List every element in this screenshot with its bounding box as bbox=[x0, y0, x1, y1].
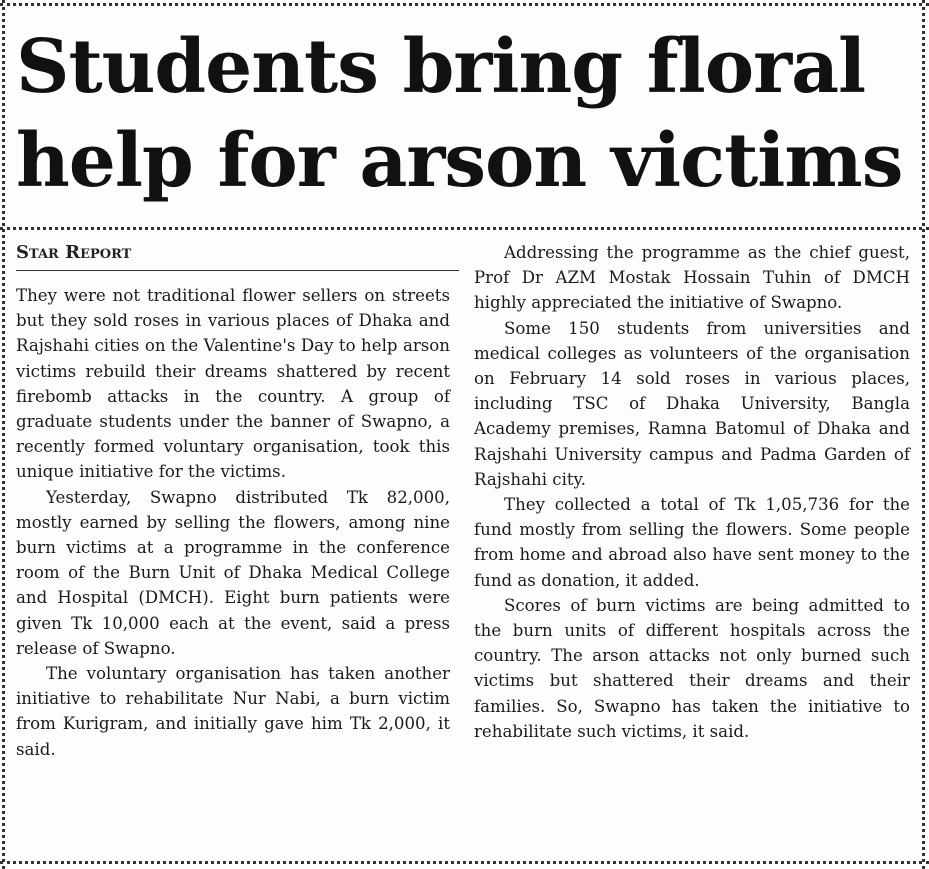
headline-line-1: Students bring floral bbox=[16, 24, 866, 110]
byline: Star Report bbox=[16, 242, 132, 263]
byline-rule bbox=[16, 270, 459, 271]
paragraph: Scores of burn victims are being admitted to the burn units of different hospitals across the country. The arson attacks not only burned such victims but shattered their dreams and their families. So, Swapno has taken the initiative to rehabilitate such victims, it said. bbox=[474, 595, 910, 741]
cut-line-top bbox=[0, 3, 929, 6]
cut-line-right bbox=[922, 0, 925, 869]
headline-line-2: help for arson victims bbox=[16, 118, 903, 204]
cut-line-bottom bbox=[0, 861, 929, 864]
paragraph: Some 150 students from universities and medical colleges as volunteers of the organisation on February 14 sold roses in various places, including TSC of Dhaka University, Bangla Academy premises, Ramna Batomul of Dhaka and Rajshahi University campus and Padma Garden of Rajshahi city. bbox=[474, 318, 910, 489]
paragraph: The voluntary organisation has taken another initiative to rehabilitate Nur Nabi, a burn victim from Kurigram, and initially gave him Tk 2,000, it said. bbox=[16, 664, 450, 759]
headline-divider bbox=[0, 227, 929, 230]
paragraph: Yesterday, Swapno distributed Tk 82,000, mostly earned by selling the flowers, among nine burn victims at a programme in the conference room of the Burn Unit of Dhaka Medical College and Hospital (DMCH). Eight burn patients were given Tk 10,000 each at the event, said a press release of Swapno. bbox=[16, 487, 450, 658]
paragraph: Addressing the programme as the chief guest, Prof Dr AZM Mostak Hossain Tuhin of DMCH highly appreciated the initiative of Swapno. bbox=[474, 243, 910, 313]
headline bbox=[16, 20, 916, 208]
article-column-left bbox=[16, 283, 450, 762]
cut-line-left bbox=[2, 0, 5, 869]
paragraph: They collected a total of Tk 1,05,736 for the fund mostly from selling the flowers. Some people from home and abroad also have sent money to the fund as donation, it added. bbox=[474, 495, 910, 590]
paragraph: They were not traditional flower sellers on streets but they sold roses in various places of Dhaka and Rajshahi cities on the Valentine's Day to help arson victims rebuild their dreams shattered by recent firebomb attacks in the country. A group of graduate students under the banner of Swapno, a recently formed voluntary organisation, took this unique initiative for the victims. bbox=[16, 286, 450, 482]
article-column-right bbox=[474, 240, 910, 744]
